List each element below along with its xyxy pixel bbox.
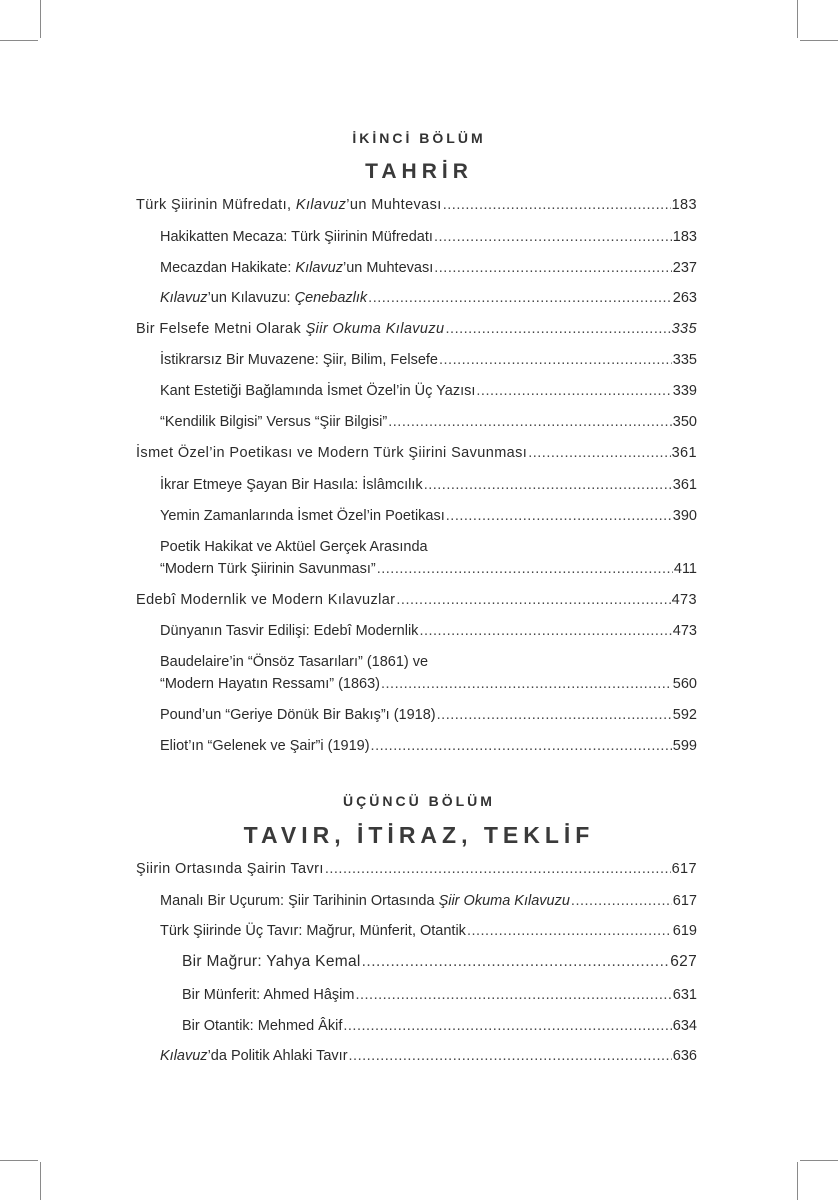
toc-entry — [160, 411, 697, 433]
toc-entry-title — [160, 920, 466, 942]
page-number: 617 — [671, 861, 697, 877]
page-number: 335 — [671, 321, 697, 337]
page-number: 619 — [672, 923, 697, 939]
toc-entry-line1: Baudelaire’in “Önsöz Tasarıları” (1861) ve — [160, 654, 429, 670]
toc-entry-title — [136, 442, 527, 464]
toc-entry-title — [160, 411, 387, 433]
toc-title-text: Türk Şiirinin Müfredatı, — [136, 197, 296, 213]
toc-entry — [160, 380, 697, 402]
toc-title-text: Mecazdan Hakikate: — [160, 260, 296, 276]
toc-title-text: “Modern Hayatın Ressamı” (1863) — [160, 676, 380, 692]
toc-entry — [136, 442, 697, 464]
page-number: 560 — [672, 676, 697, 692]
leader-dots — [424, 474, 672, 496]
toc-entry — [160, 558, 697, 580]
page-number: 473 — [671, 592, 697, 608]
toc-entry — [160, 287, 697, 309]
leader-dots — [476, 380, 671, 402]
crop-mark — [800, 40, 838, 41]
crop-mark — [0, 1160, 38, 1161]
page-number: 631 — [672, 987, 697, 1003]
toc-title-text: İstikrarsız Bir Muvazene: Şiir, Bilim, Felsefe — [160, 352, 438, 368]
toc-title-text: Hakikatten Mecaza: Türk Şiirinin Müfredatı — [160, 229, 433, 245]
toc-title-text: İkrar Etmeye Şayan Bir Hasıla: İslâmcılık — [160, 477, 423, 493]
leader-dots — [368, 287, 672, 309]
toc-entry-title — [136, 858, 324, 880]
toc-title-text: İsmet Özel’in Poetikası ve Modern Türk Şiirini Savunması — [136, 445, 528, 461]
page-number: 183 — [671, 197, 697, 213]
toc-entry-title — [160, 620, 418, 642]
toc-title-italic: Kılavuz — [295, 260, 343, 276]
leader-dots — [437, 704, 672, 726]
toc-entry — [160, 735, 697, 757]
toc-title-italic: Çenebazlık — [294, 290, 368, 306]
toc-title-text: Bir Mağrur: Yahya Kemal — [182, 953, 361, 970]
page-number: 237 — [672, 260, 697, 276]
page-number: 411 — [673, 561, 697, 577]
part-title: TAVIR, İTİRAZ, TEKLİF — [243, 822, 595, 848]
toc-title-text: Manalı Bir Uçurum: Şiir Tarihinin Ortasında — [160, 893, 439, 909]
page-number: 183 — [672, 229, 697, 245]
toc-entry — [160, 1045, 697, 1067]
toc-entry — [160, 704, 697, 726]
page-number: 263 — [672, 290, 697, 306]
leader-dots — [381, 673, 672, 695]
page-number: 627 — [670, 953, 697, 970]
toc-entry-title — [160, 474, 423, 496]
crop-mark — [800, 1160, 838, 1161]
leader-dots — [388, 411, 672, 433]
toc-title-text: Bir Otantik: Mehmed Âkif — [182, 1018, 343, 1034]
toc-entry-title — [136, 318, 445, 340]
crop-mark — [40, 0, 41, 38]
page-number: 599 — [672, 738, 697, 754]
page-number: 617 — [672, 893, 697, 909]
leader-dots — [434, 226, 672, 248]
leader-dots — [343, 1015, 671, 1037]
toc-title-text: Türk Şiirinde Üç Tavır: Mağrur, Münferit, Otantik — [160, 923, 466, 939]
page-number: 339 — [672, 383, 697, 399]
page-number: 636 — [672, 1048, 697, 1064]
toc-title-text: ’un Muhtevası — [346, 197, 442, 213]
toc-title-italic: Kılavuz — [160, 290, 208, 306]
toc-title-text: Bir Felsefe Metni Olarak — [136, 321, 306, 337]
leader-dots — [528, 442, 670, 464]
leader-dots — [371, 735, 672, 757]
leader-dots — [446, 318, 671, 340]
toc-title-text: Yemin Zamanlarında İsmet Özel’in Poetikası — [160, 508, 445, 524]
leader-dots — [325, 858, 671, 880]
toc-entry-title — [160, 704, 436, 726]
page-number: 634 — [672, 1018, 697, 1034]
toc-entry-title — [160, 558, 376, 580]
toc-entry — [136, 858, 697, 880]
toc-title-text: Dünyanın Tasvir Edilişi: Edebî Modernlik — [160, 623, 419, 639]
page-number: 350 — [672, 414, 697, 430]
toc-title-text: Bir Münferit: Ahmed Hâşim — [182, 987, 355, 1003]
toc-title-italic: Kılavuz — [160, 1048, 208, 1064]
toc-entry — [182, 1015, 697, 1037]
leader-dots — [467, 920, 672, 942]
toc-entry-title — [160, 257, 433, 279]
toc-entry-title — [160, 287, 367, 309]
toc-title-text: Pound’un “Geriye Dönük Bir Bakış”ı (1918) — [160, 707, 436, 723]
toc-entry-title — [182, 984, 354, 1006]
toc-title-text: “Modern Türk Şiirinin Savunması” — [160, 561, 376, 577]
toc-entry-title — [136, 194, 442, 216]
toc-entry-title — [182, 1015, 342, 1037]
crop-mark — [797, 1162, 798, 1200]
toc-entry — [136, 589, 697, 611]
toc-entry — [160, 226, 697, 248]
leader-dots — [362, 951, 670, 973]
page-number: 592 — [672, 707, 697, 723]
toc-entry-title — [160, 673, 380, 695]
leader-dots — [434, 257, 672, 279]
toc-entry — [182, 984, 697, 1006]
page-number: 361 — [672, 477, 697, 493]
toc-entry — [182, 951, 697, 973]
part-label: İKİNCİ BÖLÜM — [352, 130, 486, 146]
toc-entry-title — [160, 505, 445, 527]
crop-mark — [797, 0, 798, 38]
toc-entry — [160, 474, 697, 496]
toc-title-text: Edebî Modernlik ve Modern Kılavuzlar — [136, 592, 396, 608]
toc-title-text: ’un Kılavuzu: — [207, 290, 295, 306]
toc-entry — [136, 194, 697, 216]
toc-entry-title — [136, 589, 395, 611]
leader-dots — [355, 984, 671, 1006]
toc-title-text: Eliot’ın “Gelenek ve Şair”i (1919) — [160, 738, 370, 754]
toc-entry-title — [160, 1045, 348, 1067]
toc-entry-line1: Poetik Hakikat ve Aktüel Gerçek Arasında — [160, 539, 428, 555]
leader-dots — [443, 194, 671, 216]
leader-dots — [446, 505, 672, 527]
toc-title-italic: Şiir Okuma Kılavuzu — [305, 321, 445, 337]
toc-entry-title — [160, 890, 570, 912]
leader-dots — [349, 1045, 672, 1067]
toc-title-text: “Kendilik Bilgisi” Versus “Şiir Bilgisi” — [160, 414, 388, 430]
toc-title-text: ’un Muhtevası — [342, 260, 434, 276]
toc-entry-title — [160, 380, 475, 402]
crop-mark — [40, 1162, 41, 1200]
toc-entry — [160, 673, 697, 695]
part-label: ÜÇÜNCÜ BÖLÜM — [343, 793, 495, 809]
leader-dots — [571, 890, 672, 912]
toc-entry-title — [160, 226, 433, 248]
page-number: 390 — [672, 508, 697, 524]
toc-title-text: ’da Politik Ahlaki Tavır — [207, 1048, 348, 1064]
toc-entry-title — [160, 349, 438, 371]
toc-entry-title — [182, 951, 361, 973]
toc-title-italic: Şiir Okuma Kılavuzu — [438, 893, 570, 909]
page-number: 473 — [672, 623, 697, 639]
part-title: TAHRİR — [365, 160, 473, 183]
toc-title-text: Kant Estetiği Bağlamında İsmet Özel’in Üç Yazısı — [160, 383, 476, 399]
toc-title-italic: Kılavuz — [295, 197, 347, 213]
toc-entry — [160, 890, 697, 912]
crop-mark — [0, 40, 38, 41]
toc-entry-title — [160, 735, 370, 757]
page-number: 335 — [672, 352, 697, 368]
page-number: 361 — [671, 445, 697, 461]
toc-entry — [160, 505, 697, 527]
leader-dots — [439, 349, 672, 371]
toc-title-text: Şiirin Ortasında Şairin Tavrı — [136, 861, 324, 877]
toc-entry — [136, 318, 697, 340]
toc-entry — [160, 620, 697, 642]
toc-entry — [160, 257, 697, 279]
leader-dots — [419, 620, 671, 642]
leader-dots — [377, 558, 673, 580]
toc-entry — [160, 349, 697, 371]
leader-dots — [396, 589, 670, 611]
toc-entry — [160, 920, 697, 942]
